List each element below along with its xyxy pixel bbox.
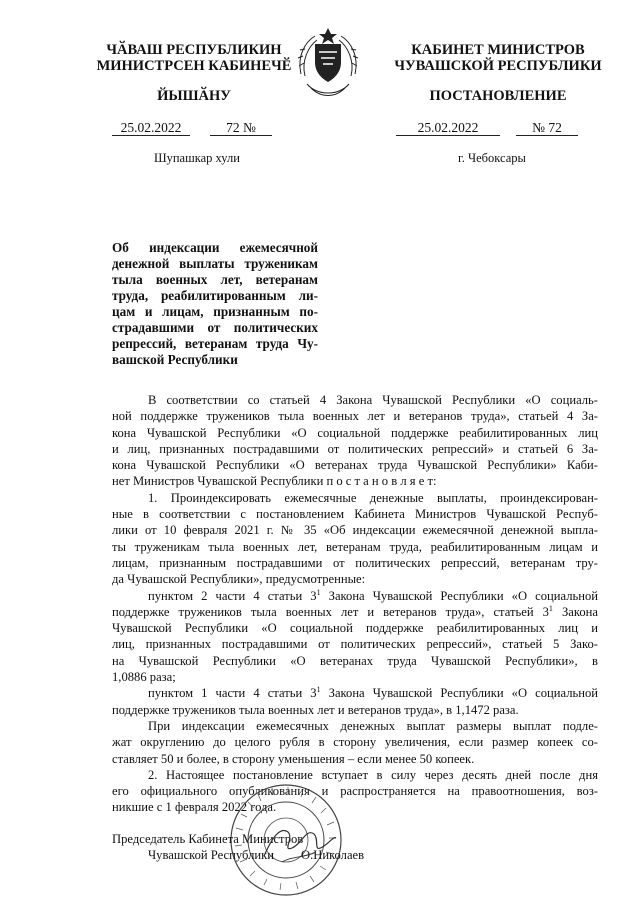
handwritten-signature [258, 818, 338, 868]
paragraph-item-2 [112, 767, 598, 816]
header-right-org [388, 42, 608, 74]
body-line: ты труженикам тыла военных лет, ветеранам труда, реабилитированным лицам и [112, 539, 598, 554]
left-number-field [210, 120, 272, 136]
paragraph-preamble [112, 392, 598, 490]
body-line: поддержке тружеников тыла военных лет и ветеранов труда», статьей $3^1$ Закона [112, 603, 598, 619]
right-date-field [396, 120, 500, 136]
paragraph-rounding [112, 718, 598, 767]
header-right-line2: ЧУВАШСКОЙ РЕСПУБЛИКИ [394, 58, 602, 74]
body-line: кона Чувашской Республики «О социальной поддержке реабилитированных лиц [112, 425, 598, 440]
body-line: да Чувашской Республики», предусмотренные: [112, 572, 366, 587]
document-body [112, 392, 598, 816]
document-title [112, 240, 318, 368]
body-line: ной поддержке тружеников тыла военных лет и ветеранов труда», статьей 4 За- [112, 409, 598, 424]
body-line: и лиц, признанных пострадавшими от политических репрессий» и статьей 6 За- [112, 441, 598, 456]
right-number-field [516, 120, 578, 136]
paragraph-subitem-2 [112, 685, 598, 718]
header-left-line1: ЧӐВАШ РЕСПУБЛИКИН [106, 42, 282, 58]
left-number: 72 № [226, 120, 256, 135]
paragraph-subitem-1 [112, 588, 598, 686]
body-line: никшие с 1 февраля 2022 года. [112, 800, 277, 815]
body-line: поддержке тружеников тыла военных лет и ветеранов труда», в 1,1472 раза. [112, 702, 519, 717]
body-line: Чувашской Республики «О социальной поддержке реабилитированных лиц и [112, 621, 598, 636]
title-line: страдавшими от политических [112, 320, 318, 335]
title-line: вашской Республики [112, 352, 238, 367]
body-line: ставляет 50 и более, в сторону уменьшения – если менее 50 копеек. [112, 751, 475, 766]
right-number: № 72 [532, 120, 562, 135]
body-line: 1. Проиндексировать ежемесячные денежные выплаты, проиндексирован- [148, 490, 598, 505]
title-line: Об индексации ежемесячной [112, 240, 318, 255]
title-line: тыла военных лет, ветеранам [112, 272, 318, 287]
paragraph-item-1 [112, 490, 598, 588]
body-line: пунктом 1 части 4 статьи $3^1$ Закона Чувашской Республики «О социальной [148, 685, 599, 701]
left-date: 25.02.2022 [120, 120, 182, 135]
body-line: 2. Настоящее постановление вступает в силу через десять дней после дня [148, 767, 598, 782]
title-line: труда, реабилитированным ли- [112, 288, 318, 303]
header-left-org [96, 42, 292, 74]
signature-line2: Чувашской Республики [148, 848, 274, 863]
left-city: Шупашкар хули [154, 151, 240, 165]
body-line: лики от 10 февраля 2021 г. № 35 «Об индексации ежемесячной денежной выпла- [112, 523, 598, 538]
body-line: лиц, признанных пострадавшими от политических репрессий», статьей 5 Зако- [112, 637, 598, 652]
header-left-line2: МИНИСТРСЕН КАБИНЕЧӖ [96, 58, 292, 74]
header-right-doc-type: ПОСТАНОВЛЕНИЕ [429, 88, 567, 104]
body-line: пунктом 2 части 4 статьи $3^1$ Закона Чувашской Республики «О социальной [148, 587, 599, 603]
header-right-line1: КАБИНЕТ МИНИСТРОВ [411, 42, 585, 58]
coat-of-arms-emblem [293, 22, 363, 104]
signatory-name: О.Николаев [301, 848, 365, 862]
title-line: цам и лицам, признанным по- [112, 304, 318, 319]
right-city: г. Чебоксары [458, 151, 526, 165]
body-line: ные в соответствии с постановлением Кабинета Министров Чувашской Респуб- [112, 507, 598, 522]
body-line: В соответствии со статьей 4 Закона Чувашской Республики «О социаль- [148, 393, 598, 407]
left-date-field [112, 120, 190, 136]
title-line: денежной выплаты труженикам [112, 256, 318, 271]
body-line: на Чувашской Республики «О ветеранах труда Чувашской Республики», в [112, 653, 598, 668]
body-line: При индексации ежемесячных денежных выплат размеры выплат подле- [148, 718, 598, 733]
body-line: его официального опубликования и распространяется на правоотношения, воз- [112, 784, 598, 799]
body-line: нет Министров Чувашской Республики п о с т а н о в л я е т: [112, 474, 437, 489]
body-line: кона Чувашской Республики «О ветеранах труда Чувашской Республики» Каби- [112, 458, 598, 473]
right-date: 25.02.2022 [417, 120, 479, 135]
title-line: репрессий, ветеранам труда Чу- [112, 336, 318, 351]
body-line: 1,0886 раза; [112, 670, 176, 685]
body-line: жат округлению до целого рубля в сторону увеличения, если размер копеек со- [112, 735, 598, 750]
header-left-doc-type: ЙЫШӐНУ [157, 88, 231, 104]
signature-line1: Председатель Кабинета Министров [112, 832, 304, 846]
body-line: лицам, признанным пострадавшими от политических репрессий, ветеранам тру- [112, 555, 598, 570]
